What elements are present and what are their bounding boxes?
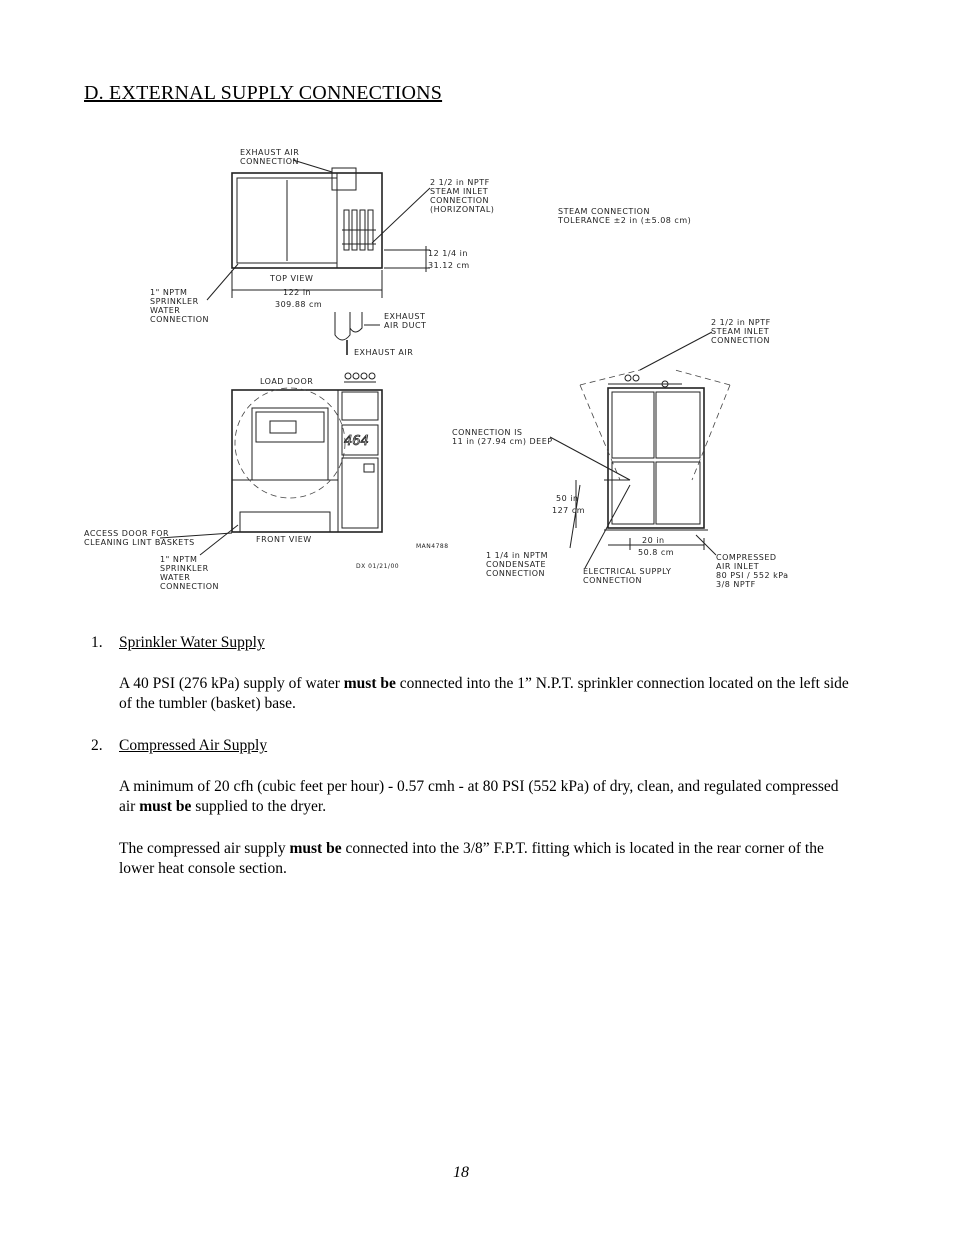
- connection-height-dimension: 50 in 127 cm: [552, 494, 586, 515]
- electrical-supply-label: ELECTRICAL SUPPLY CONNECTION: [583, 567, 672, 585]
- item-2-number: 2.: [91, 737, 103, 754]
- external-connections-diagram: [80, 140, 810, 600]
- front-steam-valves: [344, 373, 376, 382]
- item-2-title: Compressed Air Supply: [119, 737, 268, 754]
- model-number-badge: 464: [344, 434, 369, 449]
- base-width-dimension: 20 in 50.8 cm: [638, 536, 675, 557]
- item-1-title: Sprinkler Water Supply: [119, 634, 265, 651]
- page-number: 18: [453, 1164, 469, 1181]
- drawing-number: MAN4788: [416, 543, 449, 550]
- front-view: [160, 373, 382, 555]
- steam-offset-dimension: 12 1/4 in 31.12 cm: [428, 249, 470, 270]
- condensate-connection-label: 1 1/4 in NPTM CONDENSATE CONNECTION: [486, 551, 548, 578]
- steam-tolerance-label: STEAM CONNECTION TOLERANCE ±2 in (±5.08 cm): [558, 207, 692, 225]
- item-2-paragraph-1: A minimum of 20 cfh (cubic feet per hour) - 0.57 cmh - at 80 PSI (552 kPa) of dry, clean, and regulated compressed air must be supplied to the dryer.: [119, 778, 839, 815]
- item-1-number: 1.: [91, 634, 103, 651]
- top-steam-inlet-label: 2 1/2 in NPTF STEAM INLET CONNECTION (HORIZONTAL): [430, 178, 495, 214]
- exhaust-air-duct-label: EXHAUST AIR DUCT: [384, 312, 427, 330]
- side-steam-inlet-label: 2 1/2 in NPTF STEAM INLET CONNECTION: [711, 318, 771, 345]
- overall-width-dimension: 122 in 309.88 cm: [275, 288, 323, 309]
- exhaust-air-label: EXHAUST AIR: [354, 348, 414, 357]
- access-door-label: ACCESS DOOR FOR CLEANING LINT BASKETS: [84, 529, 195, 547]
- top-view-label: TOP VIEW: [270, 274, 314, 283]
- item-2-paragraph-2: The compressed air supply must be connected into the 3/8” F.P.T. fitting which is located in the rear corner of the lower heat console section.: [119, 840, 824, 877]
- section-heading: D. EXTERNAL SUPPLY CONNECTIONS: [84, 82, 443, 104]
- compressed-air-inlet-label: COMPRESSED AIR INLET 80 PSI / 552 kPa 3/8 NPTF: [716, 553, 789, 589]
- item-1-paragraph: A 40 PSI (276 kPa) supply of water must be connected into the 1” N.P.T. sprinkler connection located on the left side of the tumbler (basket) base.: [119, 675, 849, 712]
- drawing-date: DX 01/21/00: [356, 563, 400, 570]
- diagram-svg: [80, 140, 810, 600]
- side-view: [550, 332, 730, 568]
- front-view-label: FRONT VIEW: [256, 535, 312, 544]
- load-door-label: LOAD DOOR: [260, 377, 314, 386]
- exhaust-air-connection-label: EXHAUST AIR CONNECTION: [240, 148, 300, 166]
- top-sprinkler-label: 1" NPTM SPRINKLER WATER CONNECTION: [150, 288, 210, 324]
- front-sprinkler-label: 1" NPTM SPRINKLER WATER CONNECTION: [160, 555, 220, 591]
- connection-depth-label: CONNECTION IS 11 in (27.94 cm) DEEP: [452, 428, 553, 446]
- steam-inlet-pipes: [342, 210, 376, 250]
